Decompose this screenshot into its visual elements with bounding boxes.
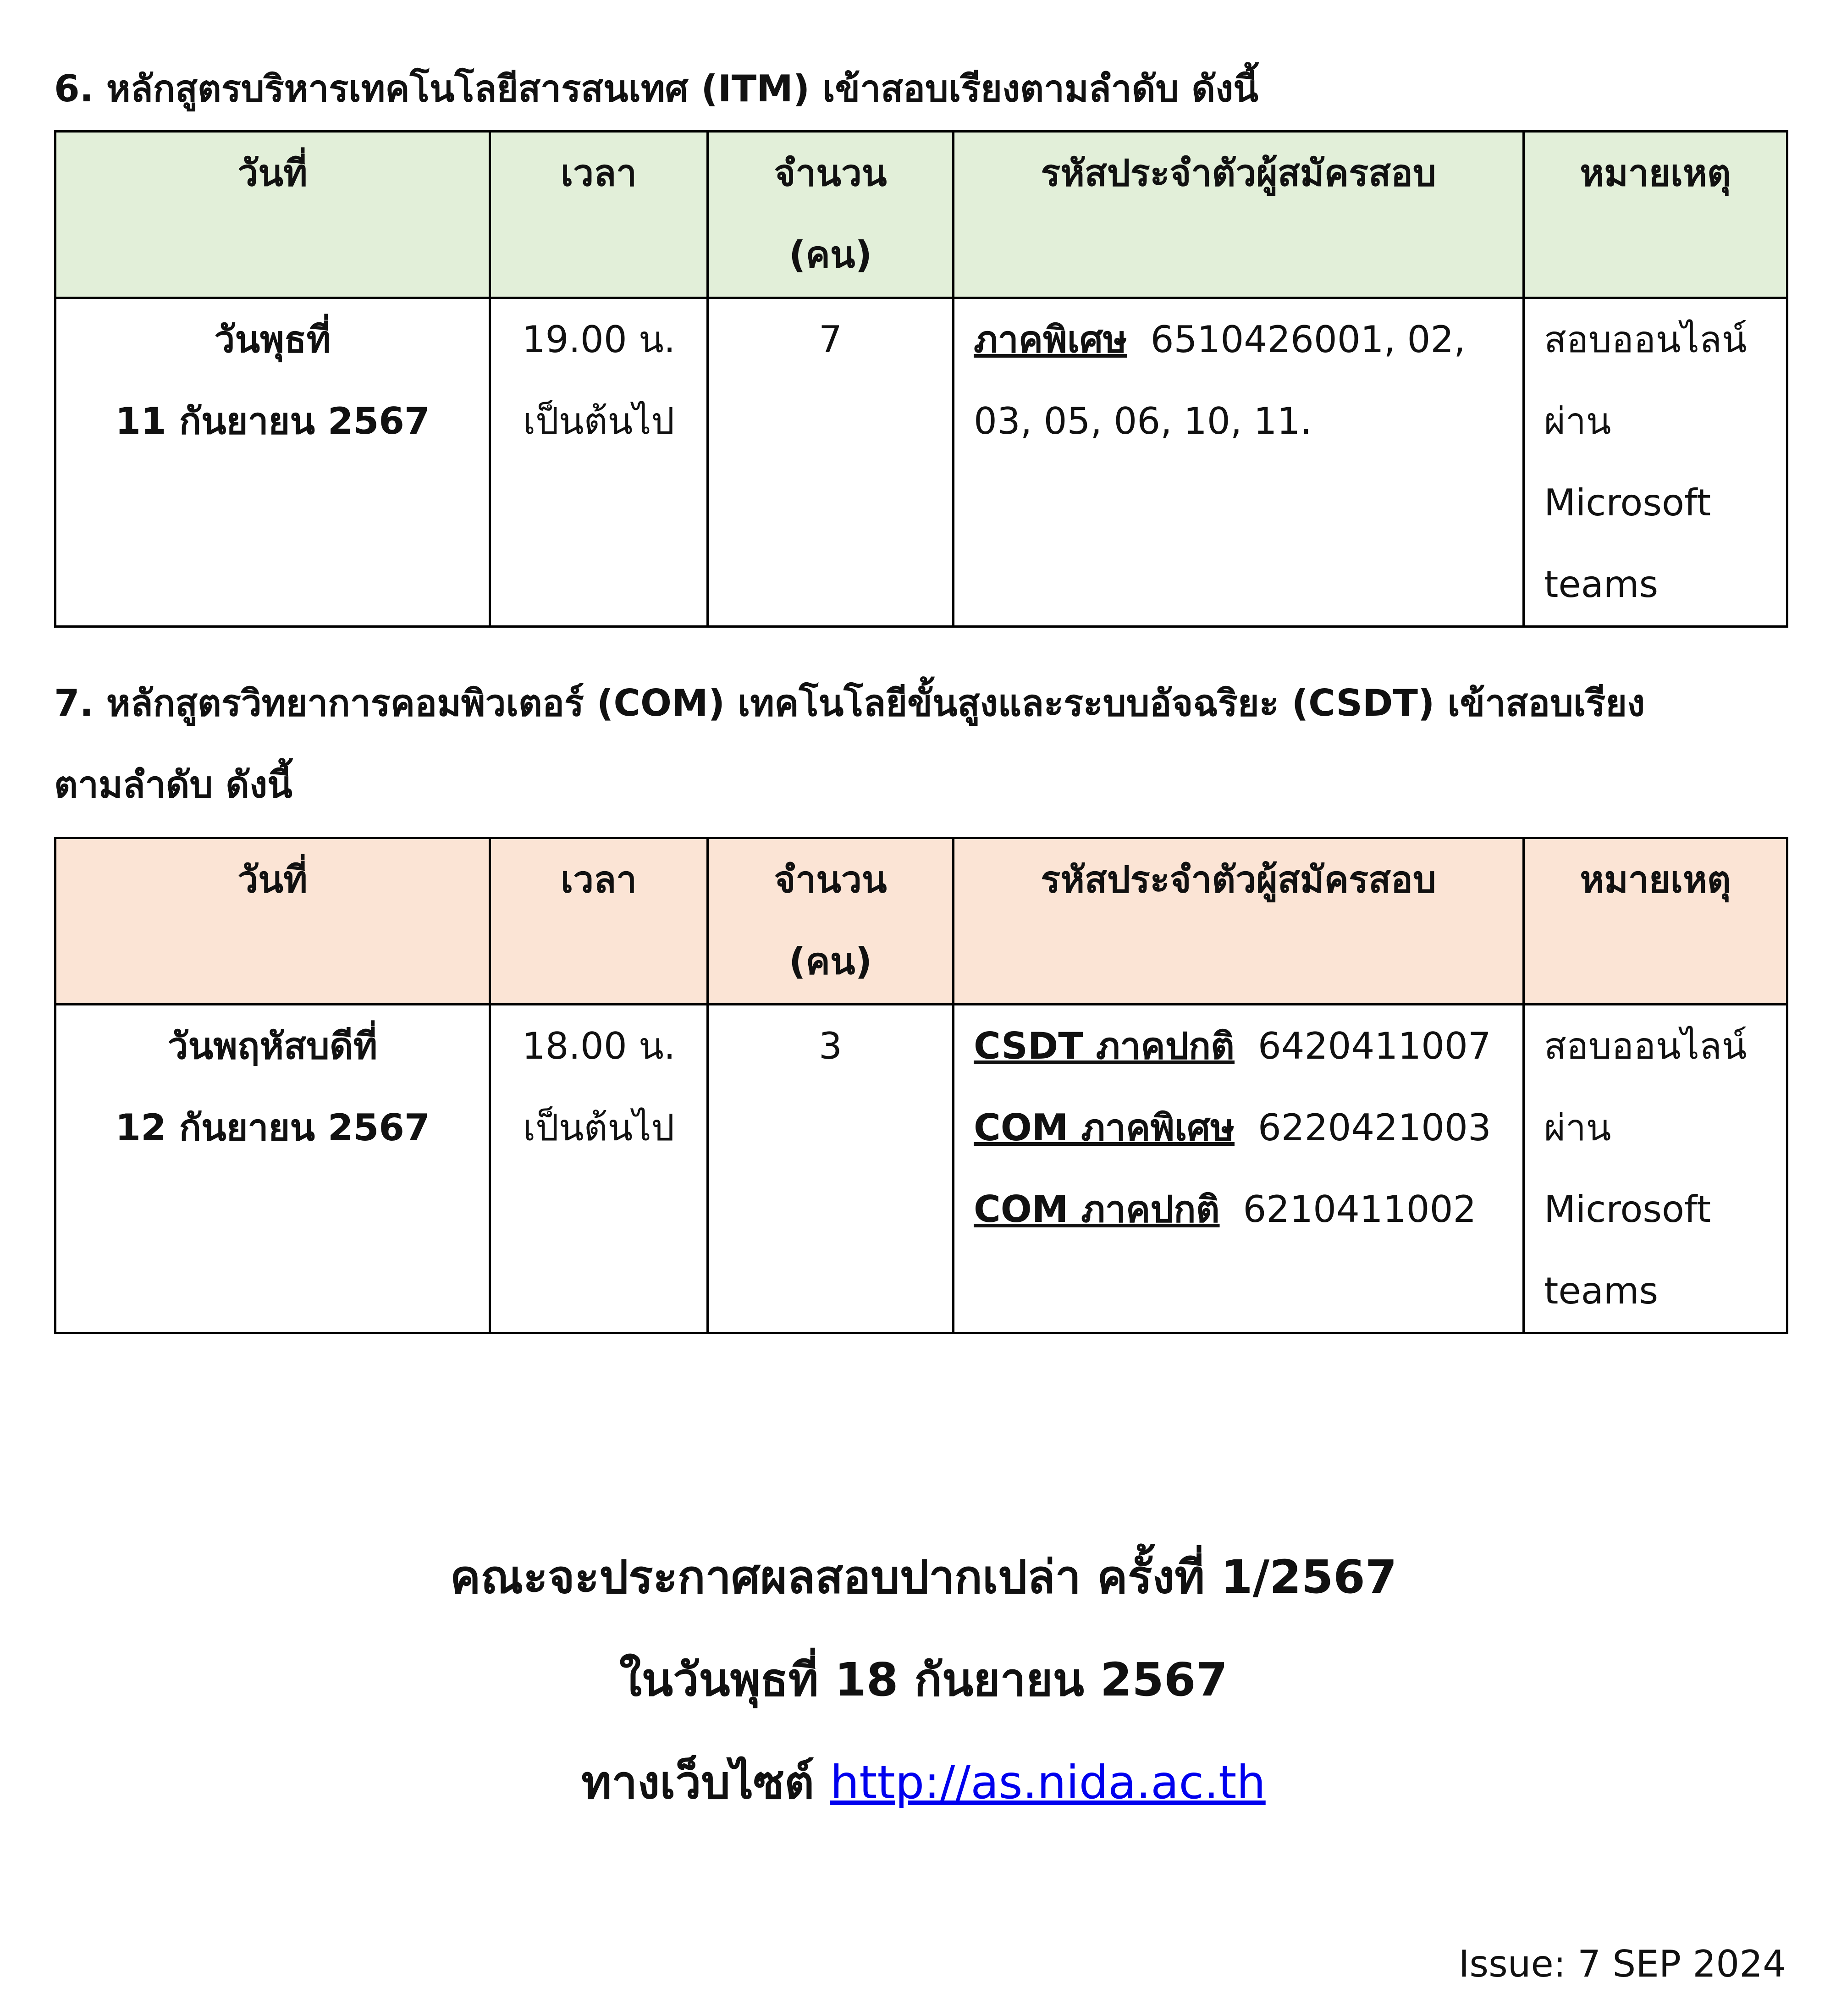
table-header-row	[55, 838, 1787, 1005]
header-applicant-ids: รหัสประจำตัวผู้สมัครสอบ	[954, 132, 1524, 298]
header-remark: หมายเหตุ	[1524, 838, 1787, 1005]
cell-count: 7	[708, 298, 954, 627]
table-row	[55, 1005, 1787, 1333]
header-time: เวลา	[490, 838, 708, 1005]
cell-applicant-ids: CSDT ภาคปกติ 6420411007 COM ภาคพิเศษ 6220421003 COM ภาคปกติ 6210411002	[954, 1005, 1524, 1333]
cell-remark: สอบออนไลน์ ผ่าน Microsoft teams	[1524, 298, 1787, 627]
header-time: เวลา	[490, 132, 708, 298]
header-applicant-ids: รหัสประจำตัวผู้สมัครสอบ	[954, 838, 1524, 1005]
program-label: COM ภาคปกติ	[974, 1188, 1220, 1231]
cell-count: 3	[708, 1005, 954, 1333]
header-count: จำนวน (คน)	[708, 132, 954, 298]
itm-schedule-table	[54, 130, 1788, 628]
cell-applicant-ids: ภาคพิเศษ 6510426001, 02, 03, 05, 06, 10, 11.	[954, 298, 1524, 627]
table-header-row	[55, 132, 1787, 298]
issue-label: Issue:	[1458, 1943, 1566, 1985]
table-row	[55, 298, 1787, 627]
cell-remark: สอบออนไลน์ ผ่าน Microsoft teams	[1524, 1005, 1787, 1333]
cell-date: วันพุธที่ 11 กันยายน 2567	[55, 298, 490, 627]
section6-heading: 6. หลักสูตรบริหารเทคโนโลยีสารสนเทศ (ITM) เข้าสอบเรียงตามลำดับ ดังนี้	[54, 67, 1258, 110]
header-date: วันที่	[55, 132, 490, 298]
announcement-line1: คณะจะประกาศผลสอบปากเปล่า ครั้งที่ 1/2567	[450, 1550, 1397, 1604]
program-label: COM ภาคพิเศษ	[974, 1106, 1235, 1149]
program-label: ภาคพิเศษ	[974, 318, 1127, 361]
cell-date: วันพฤหัสบดีที่ 12 กันยายน 2567	[55, 1005, 490, 1333]
cell-time: 19.00 น. เป็นต้นไป	[490, 298, 708, 627]
header-remark: หมายเหตุ	[1524, 132, 1787, 298]
website-link[interactable]: http://as.nida.ac.th	[830, 1756, 1266, 1809]
cell-time: 18.00 น. เป็นต้นไป	[490, 1005, 708, 1333]
announcement-line2: ในวันพุธที่ 18 กันยายน 2567	[619, 1653, 1228, 1707]
issue-day: 7	[1577, 1943, 1601, 1985]
section7-heading: 7. หลักสูตรวิทยาการคอมพิวเตอร์ (COM) เทคโนโลยีขั้นสูงและระบบอัจฉริยะ (CSDT) เข้าสอบเรียง ตามลำดับ ดังนี้	[54, 682, 1645, 806]
issue-month-year: SEP 2024	[1612, 1943, 1786, 1985]
header-count: จำนวน (คน)	[708, 838, 954, 1005]
header-date: วันที่	[55, 838, 490, 1005]
announcement-line3	[0, 1731, 1847, 1834]
program-label: CSDT ภาคปกติ	[974, 1025, 1235, 1067]
issue-date	[1459, 1923, 1786, 2005]
com-csdt-schedule-table	[54, 837, 1788, 1334]
website-prefix: ทางเว็บไซต์	[581, 1756, 815, 1809]
